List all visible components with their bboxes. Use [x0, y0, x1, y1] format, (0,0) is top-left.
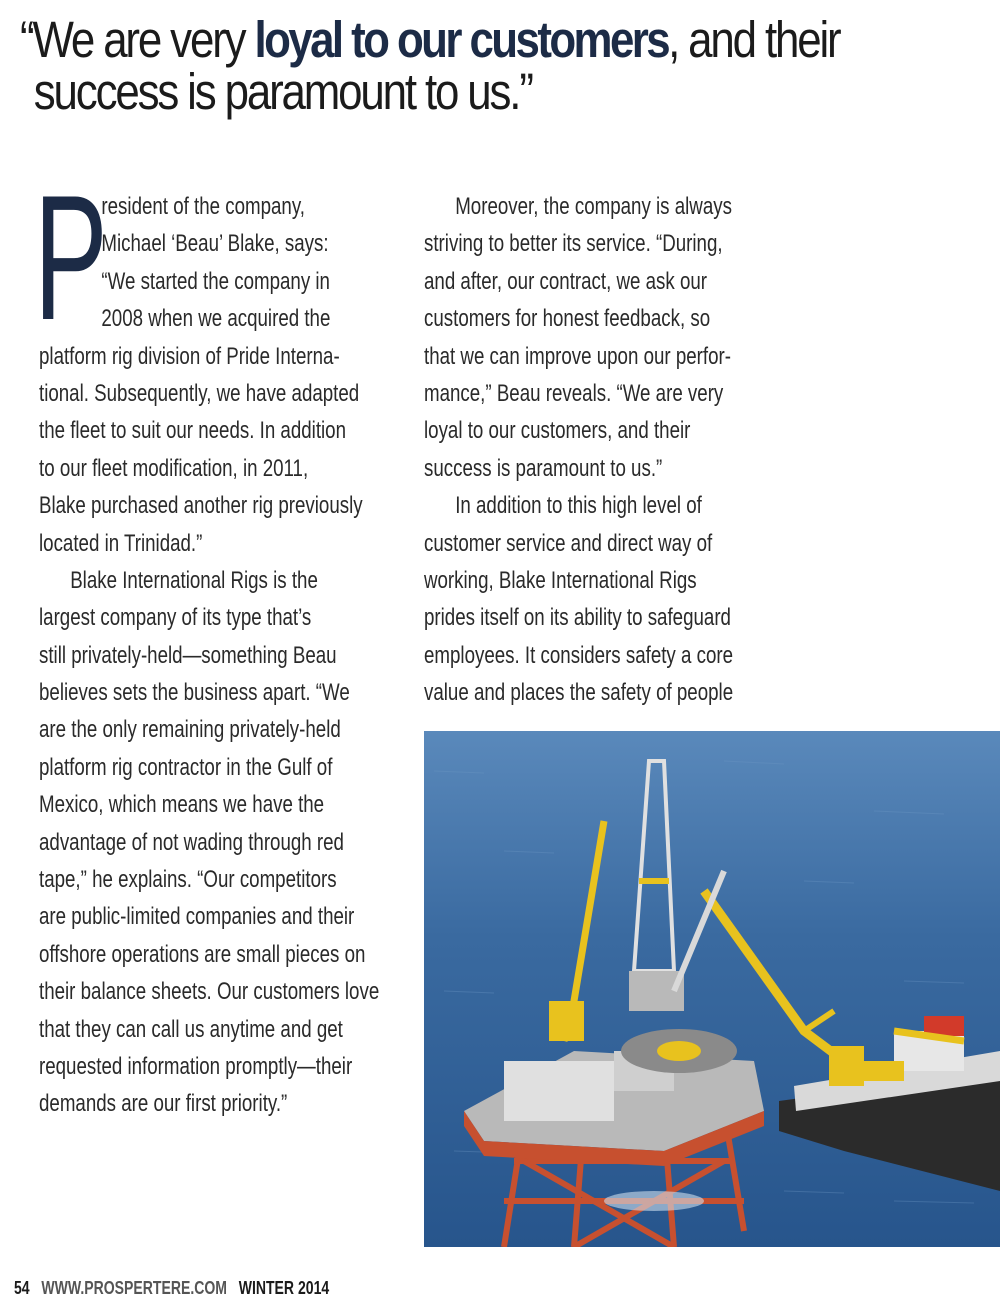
- text-line: [39, 599, 399, 636]
- text-line-content: demands are our first priority.”: [39, 1090, 288, 1118]
- text-line: [39, 936, 399, 973]
- text-line-content: and after, our contract, we ask our: [424, 267, 708, 295]
- text-line: [39, 711, 399, 748]
- page-footer: [14, 1278, 329, 1299]
- page-number: 54: [14, 1278, 30, 1298]
- offshore-rig-photo: [424, 731, 1000, 1247]
- text-line-content: value and places the safety of people: [424, 679, 734, 707]
- text-line-content: In addition to this high level of: [455, 492, 702, 520]
- website-url: WWW.PROSPERTERE.COM: [41, 1278, 227, 1298]
- text-line: [424, 562, 784, 599]
- text-line-content: platform rig contractor in the Gulf of: [39, 753, 333, 781]
- text-line: [39, 749, 399, 786]
- text-line-content: offshore operations are small pieces on: [39, 940, 366, 968]
- pull-quote-line-2: success is paramount to us.”: [33, 63, 532, 120]
- text-line-content: Michael ‘Beau’ Blake, says:: [101, 230, 329, 258]
- text-line-content: to our fleet modification, in 2011,: [39, 454, 309, 482]
- text-line: [39, 188, 399, 225]
- article-column-left: [39, 188, 399, 1123]
- text-line: [39, 1011, 399, 1048]
- text-line-content: largest company of its type that’s: [39, 604, 312, 632]
- text-line: [424, 375, 784, 412]
- text-line: [424, 338, 784, 375]
- text-line-content: are public-limited companies and their: [39, 903, 355, 931]
- text-line: [39, 450, 399, 487]
- text-line-content: believes sets the business apart. “We: [39, 679, 350, 707]
- text-line: [39, 674, 399, 711]
- text-line: [39, 637, 399, 674]
- offshore-rig-illustration: [424, 731, 1000, 1247]
- text-line: [39, 412, 399, 449]
- text-line: [39, 487, 399, 524]
- text-line-content: are the only remaining privately-held: [39, 716, 341, 744]
- text-line-content: tape,” he explains. “Our competitors: [39, 866, 337, 894]
- text-line-content: their balance sheets. Our customers love: [39, 978, 380, 1006]
- text-line-content: prides itself on its ability to safeguard: [424, 604, 731, 632]
- text-line: [39, 898, 399, 935]
- text-line-content: Mexico, which means we have the: [39, 791, 325, 819]
- text-line-content: that we can improve upon our perfor-: [424, 342, 731, 370]
- text-line: [424, 263, 784, 300]
- article-column-right: [424, 188, 784, 711]
- text-line-content: resident of the company,: [101, 193, 306, 220]
- text-line: [39, 1048, 399, 1085]
- text-line: [424, 487, 784, 524]
- text-line: [39, 861, 399, 898]
- text-line: [39, 824, 399, 861]
- text-line: [39, 375, 399, 412]
- text-line-content: “We started the company in: [101, 267, 330, 295]
- text-line: [39, 973, 399, 1010]
- text-line: [39, 525, 399, 562]
- text-line: [424, 412, 784, 449]
- pull-quote-emphasis: loyal to our customers: [254, 11, 669, 68]
- text-line: [39, 300, 399, 337]
- text-line-content: the fleet to suit our needs. In addition: [39, 417, 347, 445]
- text-line: [424, 188, 784, 225]
- text-line: [39, 338, 399, 375]
- text-line-content: working, Blake International Rigs: [424, 566, 697, 594]
- text-line: [39, 1085, 399, 1122]
- text-line-content: customer service and direct way of: [424, 529, 713, 557]
- text-line-content: Blake purchased another rig previously: [39, 492, 363, 520]
- text-line: [424, 674, 784, 711]
- text-line-content: employees. It considers safety a core: [424, 641, 734, 669]
- text-line: [424, 525, 784, 562]
- text-line: [39, 786, 399, 823]
- text-line-content: customers for honest feedback, so: [424, 305, 711, 333]
- text-line: [424, 300, 784, 337]
- text-line: [39, 562, 399, 599]
- text-line: [424, 637, 784, 674]
- text-line-content: located in Trinidad.”: [39, 529, 203, 557]
- text-line: [424, 450, 784, 487]
- text-line-content: Blake International Rigs is the: [70, 566, 318, 594]
- text-line-content: still privately-held—something Beau: [39, 641, 337, 669]
- pull-quote: [20, 11, 840, 120]
- text-line-content: requested information promptly—their: [39, 1052, 353, 1080]
- text-line: [424, 599, 784, 636]
- text-line-content: Moreover, the company is always: [455, 193, 732, 220]
- drop-cap: P: [34, 158, 108, 357]
- text-line: [39, 225, 399, 262]
- text-line-content: success is paramount to us.”: [424, 454, 663, 482]
- text-line-content: loyal to our customers, and their: [424, 417, 691, 445]
- pull-quote-line-1: “We are very loyal to our customers, and their: [20, 11, 840, 68]
- text-line-content: striving to better its service. “During,: [424, 230, 723, 258]
- text-line-content: mance,” Beau reveals. “We are very: [424, 379, 724, 407]
- text-line: [39, 263, 399, 300]
- text-line-content: platform rig division of Pride Interna-: [39, 342, 340, 370]
- issue-label: WINTER 2014: [238, 1278, 330, 1298]
- text-line-content: tional. Subsequently, we have adapted: [39, 379, 360, 407]
- text-line-content: advantage of not wading through red: [39, 828, 344, 856]
- text-line-content: 2008 when we acquired the: [101, 305, 331, 333]
- text-line-content: that they can call us anytime and get: [39, 1015, 343, 1043]
- text-line: [424, 225, 784, 262]
